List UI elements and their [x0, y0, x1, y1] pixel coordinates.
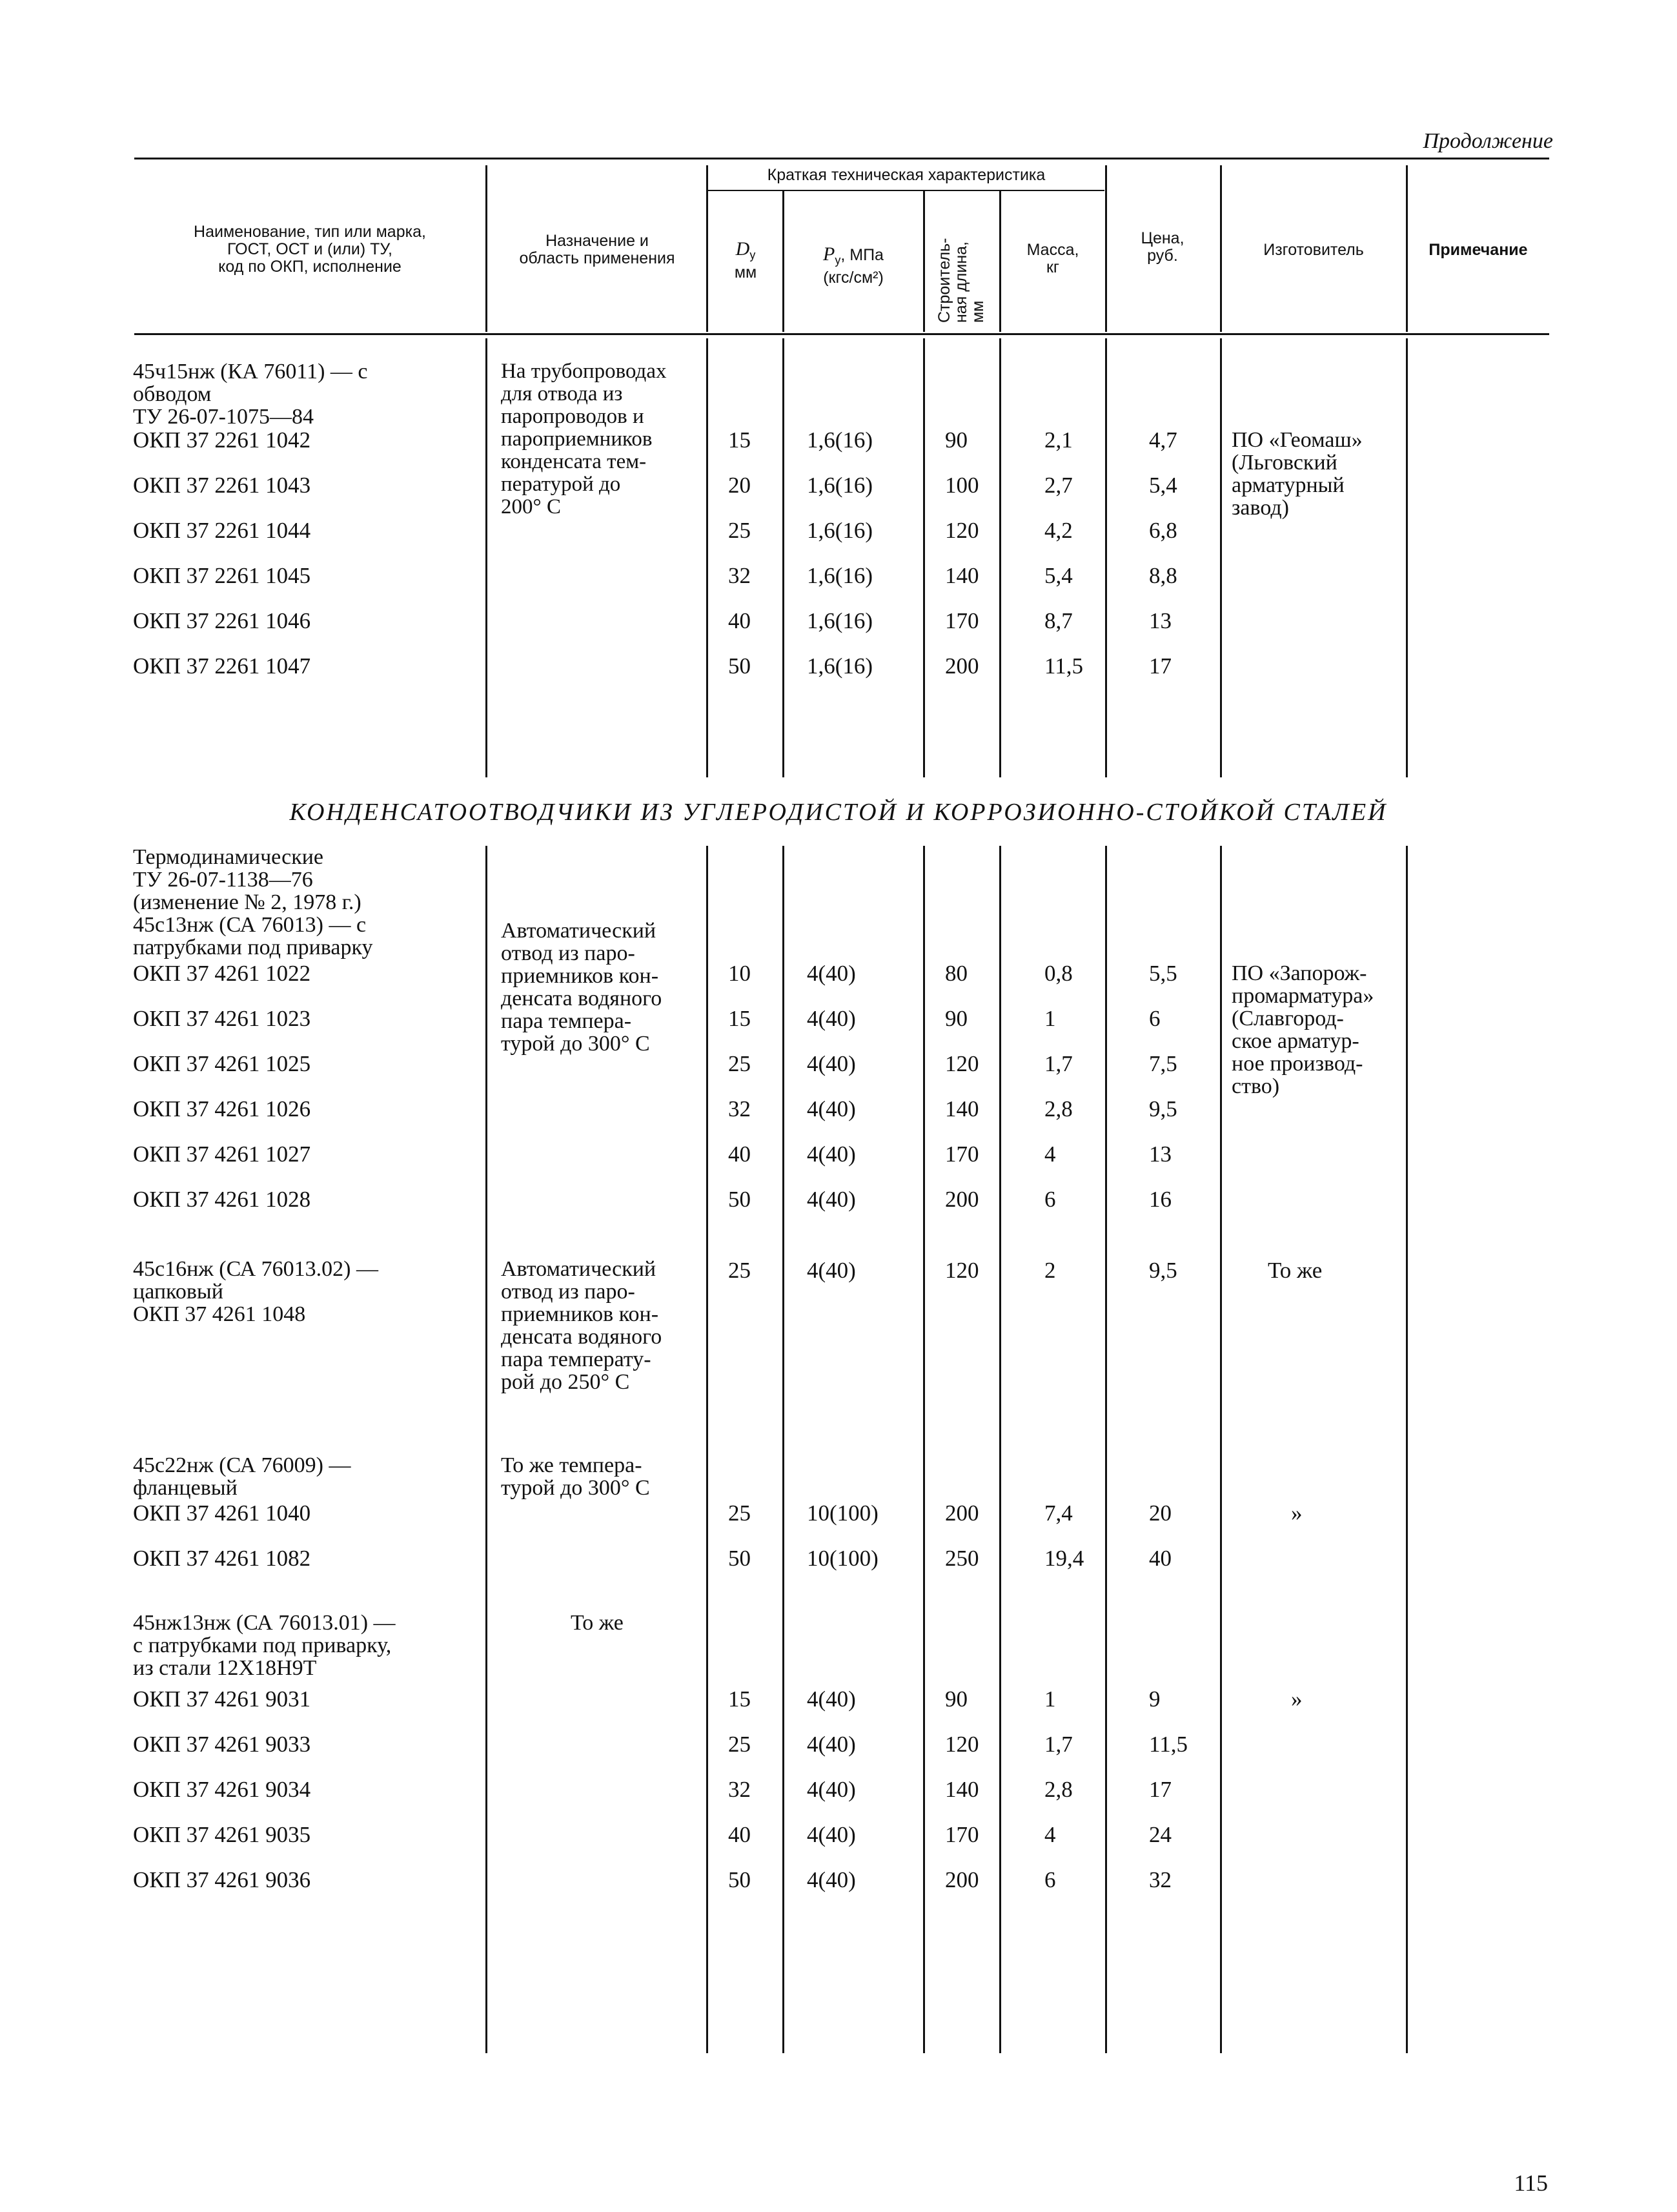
mass-value: 2,8 — [1044, 1096, 1073, 1121]
header-purpose: Назначение и область применения — [519, 232, 675, 267]
py-value: 4(40) — [807, 1142, 856, 1167]
py-value: 4(40) — [807, 961, 856, 986]
okp-code: ОКП 37 4261 1040 — [133, 1500, 311, 1526]
price-value: 40 — [1149, 1546, 1172, 1571]
price-value: 13 — [1149, 608, 1172, 633]
length-value: 250 — [945, 1546, 979, 1571]
py-value: 10(100) — [807, 1500, 879, 1526]
length-value: 200 — [945, 1187, 979, 1212]
mass-value: 2,8 — [1044, 1777, 1073, 1802]
mass-value: 1 — [1044, 1006, 1056, 1031]
table-row — [0, 1502, 1677, 1547]
price-value: 8,8 — [1149, 563, 1177, 588]
okp-code: ОКП 37 2261 1047 — [133, 653, 311, 679]
group4-name: 45с22нж (СА 76009) — фланцевый — [133, 1453, 351, 1500]
py-value: 4(40) — [807, 1686, 856, 1712]
price-value: 24 — [1149, 1822, 1172, 1847]
price-value: 7,5 — [1149, 1051, 1177, 1076]
group3-name: 45с16нж (СА 76013.02) — цапковый ОКП 37 4261 1048 — [133, 1257, 378, 1326]
length-value: 90 — [945, 1686, 968, 1712]
mass-value: 4 — [1044, 1822, 1056, 1847]
mass-value: 2,1 — [1044, 427, 1073, 453]
group2-purpose: Автоматический отвод из паро- приемников кон- денсата водяного пара темпера- турой до 300° С — [501, 919, 662, 1056]
okp-code: ОКП 37 2261 1045 — [133, 563, 311, 588]
header-divider — [1220, 165, 1222, 332]
price-value: 11,5 — [1149, 1732, 1188, 1757]
dy-value: 20 — [728, 473, 751, 498]
py-value: 1,6(16) — [807, 608, 873, 633]
dy-value: 25 — [728, 1051, 751, 1076]
py-value: 4(40) — [807, 1006, 856, 1031]
okp-code: ОКП 37 4261 9034 — [133, 1777, 311, 1802]
header-bottom-rule — [134, 333, 1549, 335]
group1-purpose: На трубопроводах для отвода из паропроводов и пароприемников конденсата тем- пературой до 200° С — [501, 360, 667, 518]
mass-value: 2,7 — [1044, 473, 1073, 498]
price-value: 20 — [1149, 1500, 1172, 1526]
group2-name: Термодинамические ТУ 26-07-1138—76 (изменение № 2, 1978 г.) 45с13нж (СА 76013) — с патрубками под приварку — [133, 845, 373, 959]
continuation-label: Продолжение — [1423, 129, 1553, 153]
group5-name: 45нж13нж (СА 76013.01) — с патрубками под приварку, из стали 12Х18Н9Т — [133, 1611, 396, 1680]
okp-code: ОКП 37 2261 1046 — [133, 608, 311, 633]
length-value: 200 — [945, 653, 979, 679]
okp-code: ОКП 37 2261 1043 — [133, 473, 311, 498]
length-value: 140 — [945, 563, 979, 588]
group3-length: 120 — [945, 1258, 979, 1283]
group5-maker: » — [1291, 1686, 1303, 1712]
mass-value: 1,7 — [1044, 1051, 1073, 1076]
py-value: 4(40) — [807, 1187, 856, 1212]
mass-value: 4,2 — [1044, 518, 1073, 543]
length-value: 120 — [945, 518, 979, 543]
table-row — [0, 1007, 1677, 1052]
mass-value: 1,7 — [1044, 1732, 1073, 1757]
dy-value: 40 — [728, 1142, 751, 1167]
mass-value: 5,4 — [1044, 563, 1073, 588]
price-value: 6,8 — [1149, 518, 1177, 543]
table-row — [0, 564, 1677, 609]
mass-value: 8,7 — [1044, 608, 1073, 633]
length-value: 170 — [945, 1142, 979, 1167]
okp-code: ОКП 37 2261 1044 — [133, 518, 311, 543]
okp-code: ОКП 37 4261 1028 — [133, 1187, 311, 1212]
mass-value: 1 — [1044, 1686, 1056, 1712]
py-value: 4(40) — [807, 1051, 856, 1076]
dy-value: 40 — [728, 608, 751, 633]
py-value: 1,6(16) — [807, 653, 873, 679]
header-py: $P_у$, МПа (кгс/см²) — [823, 243, 884, 287]
group1-name: 45ч15нж (КА 76011) — с обводом ТУ 26-07-1075—84 — [133, 360, 368, 429]
group3-maker: То же — [1268, 1258, 1323, 1283]
dy-value: 50 — [728, 1187, 751, 1212]
okp-code: ОКП 37 4261 1023 — [133, 1006, 311, 1031]
price-value: 4,7 — [1149, 427, 1177, 453]
table-row — [0, 1098, 1677, 1143]
header-divider — [782, 191, 784, 332]
py-value: 1,6(16) — [807, 473, 873, 498]
dy-value: 25 — [728, 1732, 751, 1757]
length-value: 140 — [945, 1096, 979, 1121]
header-divider — [1406, 165, 1408, 332]
group4-purpose: То же темпера- турой до 300° С — [501, 1453, 650, 1500]
okp-code: ОКП 37 2261 1042 — [133, 427, 311, 453]
okp-code: ОКП 37 4261 9035 — [133, 1822, 311, 1847]
py-value: 10(100) — [807, 1546, 879, 1571]
okp-code: ОКП 37 4261 1026 — [133, 1096, 311, 1121]
header-divider — [923, 191, 925, 332]
dy-value: 50 — [728, 1546, 751, 1571]
header-mass: Масса, кг — [1026, 241, 1079, 276]
dy-value: 32 — [728, 1096, 751, 1121]
dy-value: 15 — [728, 427, 751, 453]
mass-value: 6 — [1044, 1867, 1056, 1892]
group3-mass: 2 — [1044, 1258, 1056, 1283]
py-value: 1,6(16) — [807, 518, 873, 543]
length-value: 100 — [945, 473, 979, 498]
group5-purpose: То же — [571, 1611, 624, 1635]
dy-value: 25 — [728, 518, 751, 543]
table-row — [0, 1778, 1677, 1823]
header-dy: $D_у$ мм — [734, 238, 757, 282]
okp-code: ОКП 37 4261 1022 — [133, 961, 311, 986]
header-price: Цена, руб. — [1141, 229, 1184, 265]
header-top-rule — [134, 158, 1549, 159]
price-value: 17 — [1149, 1777, 1172, 1802]
mass-value: 0,8 — [1044, 961, 1073, 986]
price-value: 9,5 — [1149, 1096, 1177, 1121]
price-value: 5,5 — [1149, 961, 1177, 986]
table-row — [0, 1688, 1677, 1733]
mass-value: 6 — [1044, 1187, 1056, 1212]
group4-maker: » — [1291, 1500, 1303, 1526]
mass-value: 19,4 — [1044, 1546, 1084, 1571]
group1-maker: ПО «Геомаш» (Льговский арматурный завод) — [1232, 428, 1363, 520]
py-value: 4(40) — [807, 1777, 856, 1802]
header-name: Наименование, тип или марка, ГОСТ, ОСТ и (или) ТУ, код по ОКП, исполнение — [194, 223, 426, 276]
okp-code: ОКП 37 4261 1082 — [133, 1546, 311, 1571]
table-row — [0, 609, 1677, 655]
okp-code: ОКП 37 4261 1025 — [133, 1051, 311, 1076]
price-value: 5,4 — [1149, 473, 1177, 498]
page-number: 115 — [1514, 2170, 1548, 2196]
length-value: 80 — [945, 961, 968, 986]
py-value: 4(40) — [807, 1822, 856, 1847]
py-value: 4(40) — [807, 1867, 856, 1892]
table-row — [0, 1869, 1677, 1914]
group3-py: 4(40) — [807, 1258, 856, 1283]
okp-code: ОКП 37 4261 9031 — [133, 1686, 311, 1712]
group3-price: 9,5 — [1149, 1258, 1177, 1283]
group3-dy: 25 — [728, 1258, 751, 1283]
dy-value: 25 — [728, 1500, 751, 1526]
py-value: 1,6(16) — [807, 563, 873, 588]
length-value: 90 — [945, 427, 968, 453]
table-row — [0, 474, 1677, 519]
mass-value: 11,5 — [1044, 653, 1083, 679]
table-row — [0, 655, 1677, 700]
dy-value: 32 — [728, 563, 751, 588]
table-row — [0, 519, 1677, 564]
group3-purpose: Автоматический отвод из паро- приемников кон- денсата водяного пара температу- рой до 250° С — [501, 1257, 662, 1394]
table-row — [0, 1188, 1677, 1233]
table-row — [0, 1823, 1677, 1869]
tech-group-rule — [707, 190, 1104, 191]
dy-value: 32 — [728, 1777, 751, 1802]
length-value: 200 — [945, 1500, 979, 1526]
header-divider — [485, 165, 487, 332]
py-value: 4(40) — [807, 1732, 856, 1757]
header-tech-group: Краткая техническая характеристика — [767, 166, 1046, 184]
length-value: 140 — [945, 1777, 979, 1802]
price-value: 6 — [1149, 1006, 1161, 1031]
table-row — [0, 1547, 1677, 1592]
table-row — [0, 1733, 1677, 1778]
length-value: 120 — [945, 1732, 979, 1757]
header-divider — [706, 165, 708, 332]
header-note: Примечание — [1428, 241, 1528, 259]
dy-value: 50 — [728, 653, 751, 679]
mass-value: 7,4 — [1044, 1500, 1073, 1526]
price-value: 9 — [1149, 1686, 1161, 1712]
dy-value: 15 — [728, 1006, 751, 1031]
table-row — [0, 1143, 1677, 1188]
price-value: 16 — [1149, 1187, 1172, 1212]
okp-code: ОКП 37 4261 1027 — [133, 1142, 311, 1167]
dy-value: 40 — [728, 1822, 751, 1847]
length-value: 200 — [945, 1867, 979, 1892]
py-value: 1,6(16) — [807, 427, 873, 453]
table-row — [0, 1052, 1677, 1098]
length-value: 120 — [945, 1051, 979, 1076]
length-value: 170 — [945, 608, 979, 633]
okp-code: ОКП 37 4261 9036 — [133, 1867, 311, 1892]
length-value: 170 — [945, 1822, 979, 1847]
header-divider — [999, 191, 1001, 332]
dy-value: 50 — [728, 1867, 751, 1892]
header-length: Строитель- ная длина, мм — [935, 238, 987, 323]
dy-value: 10 — [728, 961, 751, 986]
price-value: 32 — [1149, 1867, 1172, 1892]
table-row — [0, 962, 1677, 1007]
mass-value: 4 — [1044, 1142, 1056, 1167]
price-value: 13 — [1149, 1142, 1172, 1167]
section-title: КОНДЕНСАТООТВОДЧИКИ ИЗ УГЛЕРОДИСТОЙ И КОРРОЗИОННО-СТОЙКОЙ СТАЛЕЙ — [289, 799, 1388, 826]
group2-maker: ПО «Запорож- промарматура» (Славгород- ское арматур- ное производ- ство) — [1232, 961, 1374, 1098]
okp-code: ОКП 37 4261 9033 — [133, 1732, 311, 1757]
price-value: 17 — [1149, 653, 1172, 679]
length-value: 90 — [945, 1006, 968, 1031]
py-value: 4(40) — [807, 1096, 856, 1121]
dy-value: 15 — [728, 1686, 751, 1712]
header-maker: Изготовитель — [1263, 241, 1364, 259]
table-row — [0, 429, 1677, 474]
